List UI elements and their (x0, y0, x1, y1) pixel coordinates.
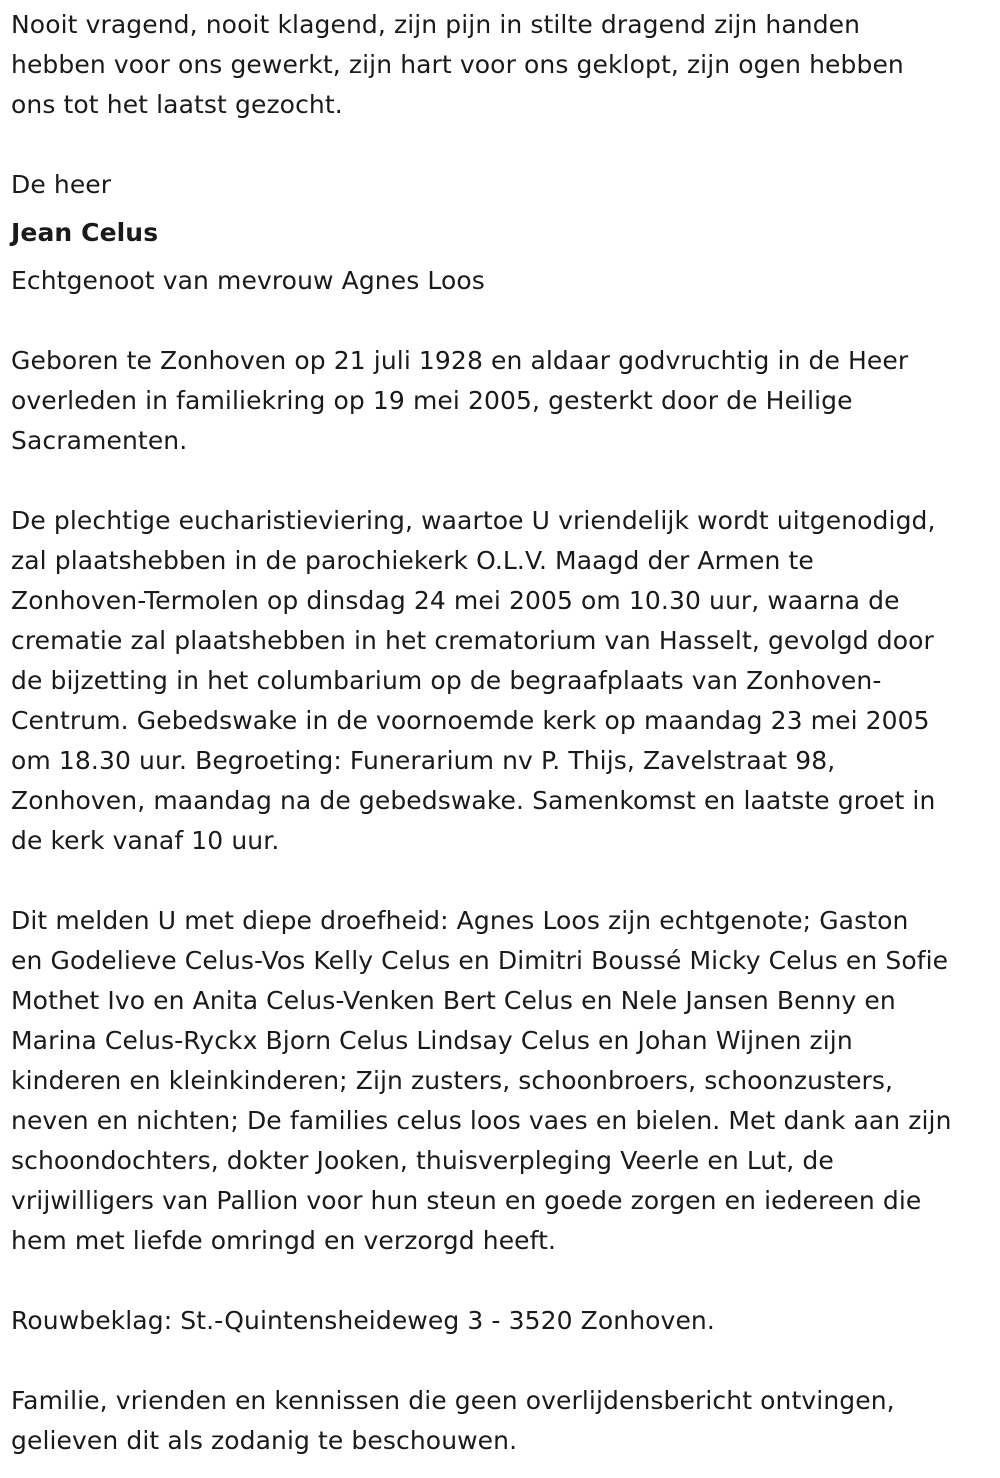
ceremony-line: Centrum. Gebedswake in de voornoemde kerk op maandag 23 mei 2005 (11, 706, 930, 735)
closing-line: gelieven dit als zodanig te beschouwen. (11, 1426, 518, 1455)
closing-paragraph (11, 1381, 996, 1461)
family-line: neven en nichten; De families celus loos vaes en bielen. Met dank aan zijn (11, 1106, 952, 1135)
ceremony-line: de bijzetting in het columbarium op de begraafplaats van Zonhoven- (11, 666, 882, 695)
family-line: vrijwilligers van Pallion voor hun steun en goede zorgen en iedereen die (11, 1186, 922, 1215)
family-line: Mothet Ivo en Anita Celus-Venken Bert Celus en Nele Jansen Benny en (11, 986, 896, 1015)
family-line: kinderen en kleinkinderen; Zijn zusters, schoonbroers, schoonzusters, (11, 1066, 894, 1095)
family-line: hem met liefde omringd en verzorgd heeft. (11, 1226, 557, 1255)
opening-verse-line: Nooit vragend, nooit klagend, zijn pijn in stilte dragend zijn handen (11, 10, 861, 39)
ceremony-paragraph (11, 501, 996, 861)
birth-death-line: Sacramenten. (11, 426, 188, 455)
ceremony-line: de kerk vanaf 10 uur. (11, 826, 280, 855)
salutation-text: De heer (11, 170, 112, 199)
ceremony-line: Zonhoven-Termolen op dinsdag 24 mei 2005 om 10.30 uur, waarna de (11, 586, 900, 615)
ceremony-line: De plechtige eucharistieviering, waartoe U vriendelijk wordt uitgenodigd, (11, 506, 936, 535)
family-paragraph (11, 901, 996, 1261)
deceased-name-text: Jean Celus (11, 218, 159, 247)
family-line: Marina Celus-Ryckx Bjorn Celus Lindsay Celus en Johan Wijnen zijn (11, 1026, 853, 1055)
ceremony-line: crematie zal plaatshebben in het crematorium van Hasselt, gevolgd door (11, 626, 934, 655)
ceremony-line: om 18.30 uur. Begroeting: Funerarium nv P. Thijs, Zavelstraat 98, (11, 746, 836, 775)
family-line: en Godelieve Celus-Vos Kelly Celus en Dimitri Boussé Micky Celus en Sofie (11, 946, 949, 975)
birth-death-line: Geboren te Zonhoven op 21 juli 1928 en aldaar godvruchtig in de Heer (11, 346, 909, 375)
opening-verse-line: hebben voor ons gewerkt, zijn hart voor ons geklopt, zijn ogen hebben (11, 50, 904, 79)
ceremony-line: zal plaatshebben in de parochiekerk O.L.V. Maagd der Armen te (11, 546, 814, 575)
opening-verse-line: ons tot het laatst gezocht. (11, 90, 343, 119)
spouse-line-text: Echtgenoot van mevrouw Agnes Loos (11, 266, 485, 295)
opening-verse (11, 5, 996, 125)
condolence-address (11, 1301, 996, 1341)
closing-line: Familie, vrienden en kennissen die geen overlijdensbericht ontvingen, (11, 1386, 895, 1415)
spouse-line (11, 261, 996, 301)
condolence-line: Rouwbeklag: St.-Quintensheideweg 3 - 3520 Zonhoven. (11, 1306, 715, 1335)
deceased-name (11, 213, 996, 253)
family-line: Dit melden U met diepe droefheid: Agnes Loos zijn echtgenote; Gaston (11, 906, 909, 935)
family-line: schoondochters, dokter Jooken, thuisverpleging Veerle en Lut, de (11, 1146, 834, 1175)
birth-death-line: overleden in familiekring op 19 mei 2005, gesterkt door de Heilige (11, 386, 853, 415)
ceremony-line: Zonhoven, maandag na de gebedswake. Samenkomst en laatste groet in (11, 786, 936, 815)
salutation (11, 165, 996, 205)
birth-death-paragraph (11, 341, 996, 461)
